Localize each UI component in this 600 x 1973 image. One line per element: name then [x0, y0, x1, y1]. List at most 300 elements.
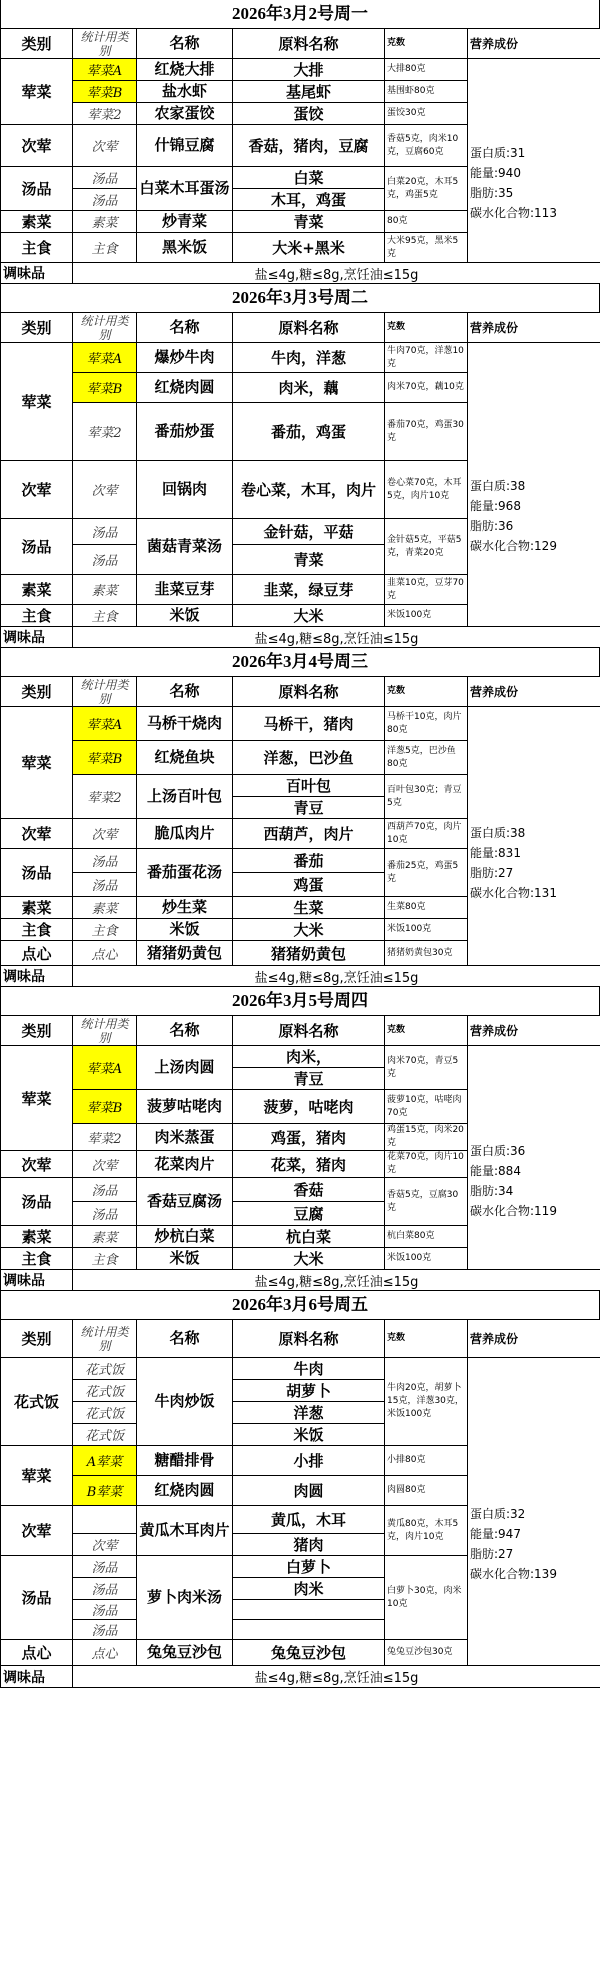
header-col6: 营养成份 — [468, 313, 600, 343]
ingredient-text: 黄瓜，木耳 — [270, 1511, 346, 1529]
stat-category-cell: 汤品 — [73, 189, 137, 211]
category-cell: 点心 — [1, 1640, 73, 1666]
header-col2: 统计用类别 — [73, 29, 137, 59]
ingredient-cell — [233, 819, 385, 849]
grams-cell: 肉圆80克 — [385, 1476, 468, 1506]
menu-table — [0, 1015, 600, 1291]
category-cell: 汤品 — [1, 519, 73, 575]
dish-name-cell: 红烧肉圆 — [137, 1476, 233, 1506]
ingredient-text: 白萝卜 — [285, 1558, 331, 1576]
category-cell: 次荤 — [1, 125, 73, 167]
ingredient-text: 洋葱，巴沙鱼 — [263, 749, 354, 767]
nutrition-line: 脂肪:27 — [470, 1547, 514, 1561]
ingredient-cell — [233, 519, 385, 545]
ingredient-text: 大米+黑米 — [272, 239, 345, 257]
ingredient-text: 生菜 — [293, 899, 324, 917]
grams-cell: 韭菜10克，豆芽70克 — [385, 575, 468, 605]
nutrition-line: 脂肪:35 — [470, 185, 514, 200]
dish-name-cell: 花菜肉片 — [137, 1151, 233, 1178]
grams-cell: 鸡蛋15克，肉米20克 — [385, 1124, 468, 1151]
category-cell: 主食 — [1, 605, 73, 627]
grams-cell: 米饭100克 — [385, 605, 468, 627]
menu-table — [0, 676, 600, 987]
header-col6: 营养成份 — [468, 1320, 600, 1358]
ingredient-cell — [233, 1124, 385, 1151]
header-col2: 统计用类别 — [73, 313, 137, 343]
grams-cell: 大米95克，黑米5克 — [385, 233, 468, 263]
grams-cell: 小排80克 — [385, 1446, 468, 1476]
seasoning-label: 调味品 — [1, 627, 73, 648]
header-row — [1, 1320, 600, 1358]
nutrition-spacer — [470, 1094, 598, 1141]
stat-category-cell: 荤菜B — [73, 81, 137, 103]
stat-category-cell: 汤品 — [73, 167, 137, 189]
seasoning-label: 调味品 — [1, 1666, 73, 1688]
ingredient-cell — [233, 1248, 385, 1270]
stat-category-cell: 主食 — [73, 233, 137, 263]
nutrition-line: 蛋白质:38 — [470, 478, 526, 493]
table-row — [1, 1046, 600, 1090]
header-col5: 克数 — [385, 1320, 468, 1358]
ingredient-cell — [233, 1534, 385, 1556]
ingredient-text: 米饭 — [293, 1426, 324, 1444]
grams-cell: 大排80克 — [385, 59, 468, 81]
dish-name-cell: 什锦豆腐 — [137, 125, 233, 167]
dish-name-cell: 肉米蒸蛋 — [137, 1124, 233, 1151]
nutrition-cell — [468, 1046, 600, 1270]
header-col2: 统计用类别 — [73, 677, 137, 707]
seasoning-text: 盐≤4g,糖≤8g,烹饪油≤15g — [73, 1270, 600, 1291]
grams-cell: 洋葱5克，巴沙鱼80克 — [385, 741, 468, 775]
ingredient-text: 大排 — [293, 61, 324, 79]
ingredient-cell — [233, 1402, 385, 1424]
stat-category-cell: 汤品 — [73, 1600, 137, 1620]
dish-name-cell: 炒青菜 — [137, 211, 233, 233]
seasoning-row — [1, 966, 600, 987]
category-cell: 次荤 — [1, 1506, 73, 1556]
ingredient-text: 马桥干，猪肉 — [263, 715, 354, 733]
category-cell: 素菜 — [1, 897, 73, 919]
ingredient-text: 大米 — [293, 1250, 324, 1268]
day-section — [0, 0, 600, 284]
ingredient-text: 小排 — [293, 1452, 324, 1470]
header-col6: 营养成份 — [468, 1016, 600, 1046]
stat-category-cell: 素菜 — [73, 575, 137, 605]
header-col4: 原料名称 — [233, 677, 385, 707]
ingredient-text: 青菜 — [293, 213, 324, 231]
header-col2: 统计用类别 — [73, 1016, 137, 1046]
stat-category-cell: 荤菜B — [73, 373, 137, 403]
dish-name-cell: 番茄炒蛋 — [137, 403, 233, 461]
dish-name-cell: 红烧肉圆 — [137, 373, 233, 403]
ingredient-text: 花菜，猪肉 — [270, 1155, 346, 1174]
dish-name-cell: 马桥干烧肉 — [137, 707, 233, 741]
stat-category-cell: 花式饭 — [73, 1358, 137, 1380]
header-col3: 名称 — [137, 677, 233, 707]
ingredient-text: 牛肉 — [293, 1360, 324, 1378]
nutrition-spacer — [470, 99, 598, 143]
day-section — [0, 1291, 600, 1688]
category-cell: 主食 — [1, 1248, 73, 1270]
dish-name-cell: 红烧鱼块 — [137, 741, 233, 775]
stat-category-cell: 荤菜A — [73, 1046, 137, 1090]
header-col3: 名称 — [137, 1016, 233, 1046]
stat-category-cell: B荤菜 — [73, 1476, 137, 1506]
ingredient-cell — [233, 373, 385, 403]
table-row — [1, 59, 600, 81]
dish-name-cell: 米饭 — [137, 1248, 233, 1270]
ingredient-cell — [233, 741, 385, 775]
seasoning-text: 盐≤4g,糖≤8g,烹饪油≤15g — [73, 966, 600, 987]
stat-category-cell: 素菜 — [73, 897, 137, 919]
grams-cell: 猪猪奶黄包30克 — [385, 941, 468, 966]
category-cell: 次荤 — [1, 819, 73, 849]
ingredient-cell — [233, 125, 385, 167]
grams-cell: 菠萝10克，咕咾肉70克 — [385, 1090, 468, 1124]
day-title: 2026年3月6号周五 — [0, 1291, 600, 1319]
ingredient-cell — [233, 189, 385, 211]
stat-category-cell: 荤菜A — [73, 59, 137, 81]
nutrition-line: 能量:947 — [470, 1527, 521, 1541]
nutrition-spacer — [470, 1439, 598, 1504]
day-title: 2026年3月5号周四 — [0, 987, 600, 1015]
header-row — [1, 313, 600, 343]
stat-category-cell: 荤菜2 — [73, 775, 137, 819]
ingredient-text: 鸡蛋，猪肉 — [270, 1128, 346, 1147]
ingredient-text: 金针菇，平菇 — [263, 523, 354, 541]
dish-name-cell: 糖醋排骨 — [137, 1446, 233, 1476]
header-col1: 类别 — [1, 677, 73, 707]
table-row — [1, 343, 600, 373]
ingredient-cell — [233, 941, 385, 966]
category-cell: 汤品 — [1, 167, 73, 211]
ingredient-cell — [233, 461, 385, 519]
category-cell: 素菜 — [1, 1226, 73, 1248]
dish-name-cell: 韭菜豆芽 — [137, 575, 233, 605]
dish-name-cell: 上汤肉圆 — [137, 1046, 233, 1090]
seasoning-text: 盐≤4g,糖≤8g,烹饪油≤15g — [73, 627, 600, 648]
grams-cell: 百叶包30克；青豆5克 — [385, 775, 468, 819]
grams-cell: 白菜20克，木耳5克，鸡蛋5克 — [385, 167, 468, 211]
ingredient-text: 猪肉 — [293, 1536, 324, 1554]
stat-category-cell: 次荤 — [73, 819, 137, 849]
grams-cell: 番茄25克，鸡蛋5克 — [385, 849, 468, 897]
ingredient-cell — [233, 167, 385, 189]
ingredient-text: 卷心菜，木耳，肉片 — [240, 481, 376, 499]
header-col3: 名称 — [137, 29, 233, 59]
ingredient-text: 西葫芦，肉片 — [263, 825, 354, 843]
header-col1: 类别 — [1, 1320, 73, 1358]
header-col5: 克数 — [385, 313, 468, 343]
header-col3: 名称 — [137, 1320, 233, 1358]
category-cell: 素菜 — [1, 575, 73, 605]
ingredient-cell — [233, 211, 385, 233]
dish-name-cell: 菌菇青菜汤 — [137, 519, 233, 575]
ingredient-cell — [233, 233, 385, 263]
stat-category-cell: 素菜 — [73, 211, 137, 233]
header-row — [1, 29, 600, 59]
category-cell: 汤品 — [1, 1556, 73, 1640]
dish-name-cell: 回锅肉 — [137, 461, 233, 519]
header-col5: 克数 — [385, 677, 468, 707]
ingredient-cell — [233, 775, 385, 819]
stat-category-cell: 汤品 — [73, 1178, 137, 1202]
grams-cell: 米饭100克 — [385, 1248, 468, 1270]
grams-cell: 牛肉70克，洋葱10克 — [385, 343, 468, 373]
day-title: 2026年3月2号周一 — [0, 0, 600, 28]
stat-category-cell: 汤品 — [73, 1620, 137, 1640]
ingredient-cell — [233, 403, 385, 461]
dish-name-cell: 红烧大排 — [137, 59, 233, 81]
day-title: 2026年3月3号周二 — [0, 284, 600, 312]
grams-cell: 兔兔豆沙包30克 — [385, 1640, 468, 1666]
ingredient-text: 肉米， — [285, 1048, 331, 1066]
menu-table — [0, 312, 600, 648]
stat-category-cell: 次荤 — [73, 1151, 137, 1178]
ingredient-text: 肉圆 — [293, 1482, 324, 1500]
grams-cell: 蛋饺30克 — [385, 103, 468, 125]
ingredient-text: 基尾虾 — [285, 83, 331, 101]
stat-category-cell: 点心 — [73, 941, 137, 966]
ingredient-text: 番茄 — [293, 852, 324, 870]
nutrition-line: 脂肪:34 — [470, 1184, 514, 1198]
nutrition-line: 碳水化合物:119 — [470, 1204, 557, 1218]
ingredient-text: 鸡蛋 — [293, 876, 324, 894]
ingredient-cell — [233, 1640, 385, 1666]
grams-cell: 黄瓜80克，木耳5克，肉片10克 — [385, 1506, 468, 1556]
ingredient-text: 肉米 — [293, 1580, 324, 1598]
stat-category-cell: 素菜 — [73, 1226, 137, 1248]
menu-table — [0, 28, 600, 284]
ingredient-text: 豆腐 — [293, 1205, 324, 1223]
category-cell: 主食 — [1, 233, 73, 263]
header-col5: 克数 — [385, 29, 468, 59]
nutrition-line: 碳水化合物:129 — [470, 538, 557, 553]
header-col2: 统计用类别 — [73, 1320, 137, 1358]
nutrition-spacer — [470, 770, 598, 823]
stat-category-cell: 荤菜2 — [73, 403, 137, 461]
stat-category-cell: 次荤 — [73, 1534, 137, 1556]
ingredient-text: 番茄，鸡蛋 — [270, 423, 346, 441]
seasoning-label: 调味品 — [1, 263, 73, 284]
ingredient-text: 大米 — [293, 607, 324, 625]
ingredient-text: 牛肉，洋葱 — [270, 349, 346, 367]
seasoning-row — [1, 1666, 600, 1688]
seasoning-label: 调味品 — [1, 966, 73, 987]
seasoning-row — [1, 1270, 600, 1291]
stat-category-cell: 次荤 — [73, 125, 137, 167]
category-cell: 主食 — [1, 919, 73, 941]
ingredient-text: 杭白菜 — [285, 1228, 331, 1246]
stat-category-cell: 汤品 — [73, 1202, 137, 1226]
dish-name-cell: 香菇豆腐汤 — [137, 1178, 233, 1226]
grams-cell: 生菜80克 — [385, 897, 468, 919]
grams-cell: 米饭100克 — [385, 919, 468, 941]
grams-cell: 香菇5克，肉米10克，豆腐60克 — [385, 125, 468, 167]
category-cell: 次荤 — [1, 1151, 73, 1178]
ingredient-cell — [233, 1556, 385, 1578]
category-cell: 荤菜 — [1, 59, 73, 125]
dish-name-cell: 农家蛋饺 — [137, 103, 233, 125]
stat-category-cell: 花式饭 — [73, 1424, 137, 1446]
dish-name-cell: 猪猪奶黄包 — [137, 941, 233, 966]
nutrition-line: 碳水化合物:131 — [470, 885, 557, 900]
stat-category-cell: 主食 — [73, 605, 137, 627]
stat-category-cell: 汤品 — [73, 1556, 137, 1578]
grams-cell: 牛肉20克，胡萝卜15克，洋葱30克，米饭100克 — [385, 1358, 468, 1446]
header-col1: 类别 — [1, 1016, 73, 1046]
grams-cell: 基围虾80克 — [385, 81, 468, 103]
ingredient-text: 韭菜，绿豆芽 — [263, 581, 354, 599]
header-col3: 名称 — [137, 313, 233, 343]
stat-category-cell: 汤品 — [73, 1578, 137, 1600]
ingredient-text: 百叶包 — [285, 777, 331, 795]
dish-name-cell: 米饭 — [137, 919, 233, 941]
dish-name-cell: 黄瓜木耳肉片 — [137, 1506, 233, 1556]
nutrition-line: 能量:884 — [470, 1164, 521, 1178]
stat-category-cell: 花式饭 — [73, 1380, 137, 1402]
nutrition-cell — [468, 707, 600, 966]
category-cell: 荤菜 — [1, 1446, 73, 1506]
nutrition-line: 蛋白质:36 — [470, 1144, 526, 1158]
category-cell: 荤菜 — [1, 343, 73, 461]
header-row — [1, 1016, 600, 1046]
dish-name-cell: 萝卜肉米汤 — [137, 1556, 233, 1640]
header-col6: 营养成份 — [468, 29, 600, 59]
ingredient-text: 胡萝卜 — [285, 1382, 331, 1400]
day-section — [0, 648, 600, 987]
ingredient-cell — [233, 1600, 385, 1620]
table-row — [1, 707, 600, 741]
header-col4: 原料名称 — [233, 313, 385, 343]
day-section — [0, 284, 600, 648]
header-col4: 原料名称 — [233, 1320, 385, 1358]
dish-name-cell: 菠萝咕咾肉 — [137, 1090, 233, 1124]
category-cell: 点心 — [1, 941, 73, 966]
stat-category-cell: 次荤 — [73, 461, 137, 519]
header-col4: 原料名称 — [233, 29, 385, 59]
ingredient-cell — [233, 1380, 385, 1402]
ingredient-cell — [233, 59, 385, 81]
ingredient-text: 香菇，猪肉，豆腐 — [248, 137, 369, 155]
ingredient-cell — [233, 1446, 385, 1476]
nutrition-line: 碳水化合物:113 — [470, 205, 557, 220]
dish-name-cell: 白菜木耳蛋汤 — [137, 167, 233, 211]
nutrition-line: 蛋白质:31 — [470, 145, 526, 160]
category-cell: 荤菜 — [1, 1046, 73, 1151]
ingredient-text: 青豆 — [233, 796, 384, 818]
dish-name-cell: 炒生菜 — [137, 897, 233, 919]
nutrition-line: 脂肪:36 — [470, 518, 514, 533]
ingredient-text: 青菜 — [293, 551, 324, 569]
ingredient-cell — [233, 1178, 385, 1202]
grams-cell: 番茄70克，鸡蛋30克 — [385, 403, 468, 461]
ingredient-text: 蛋饺 — [293, 105, 324, 123]
dish-name-cell: 米饭 — [137, 605, 233, 627]
day-section — [0, 987, 600, 1291]
stat-category-cell: 汤品 — [73, 545, 137, 575]
grams-cell: 白萝卜30克，肉米10克 — [385, 1556, 468, 1640]
stat-category-cell: 荤菜2 — [73, 1124, 137, 1151]
dish-name-cell: 脆瓜肉片 — [137, 819, 233, 849]
grams-cell: 香菇5克，豆腐30克 — [385, 1178, 468, 1226]
grams-cell: 西葫芦70克，肉片10克 — [385, 819, 468, 849]
ingredient-cell — [233, 1506, 385, 1534]
category-cell: 花式饭 — [1, 1358, 73, 1446]
grams-cell: 卷心菜70克，木耳5克，肉片10克 — [385, 461, 468, 519]
stat-category-cell — [73, 1506, 137, 1534]
ingredient-text: 肉米，藕 — [278, 379, 339, 397]
stat-category-cell: 荤菜A — [73, 343, 137, 373]
seasoning-row — [1, 263, 600, 284]
stat-category-cell: 汤品 — [73, 849, 137, 873]
header-col6: 营养成份 — [468, 677, 600, 707]
stat-category-cell: 点心 — [73, 1640, 137, 1666]
ingredient-cell — [233, 1226, 385, 1248]
stat-category-cell: 荤菜B — [73, 741, 137, 775]
header-col1: 类别 — [1, 29, 73, 59]
nutrition-line: 能量:940 — [470, 165, 521, 180]
ingredient-cell — [233, 81, 385, 103]
ingredient-cell — [233, 1620, 385, 1640]
ingredient-text: 大米 — [293, 921, 324, 939]
nutrition-cell — [468, 343, 600, 627]
seasoning-text: 盐≤4g,糖≤8g,烹饪油≤15g — [73, 263, 600, 284]
grams-cell: 杭白菜80克 — [385, 1226, 468, 1248]
grams-cell: 肉米70克，藕10克 — [385, 373, 468, 403]
ingredient-text: 兔兔豆沙包 — [270, 1644, 346, 1662]
stat-category-cell: A荤菜 — [73, 1446, 137, 1476]
stat-category-cell: 荤菜A — [73, 707, 137, 741]
ingredient-cell — [233, 1358, 385, 1380]
ingredient-cell — [233, 575, 385, 605]
ingredient-text: 青豆 — [233, 1067, 384, 1089]
category-cell: 汤品 — [1, 1178, 73, 1226]
ingredient-cell — [233, 1046, 385, 1090]
stat-category-cell: 荤菜2 — [73, 103, 137, 125]
ingredient-text: 洋葱 — [293, 1404, 324, 1422]
stat-category-cell: 汤品 — [73, 873, 137, 897]
dish-name-cell: 盐水虾 — [137, 81, 233, 103]
ingredient-cell — [233, 103, 385, 125]
ingredient-cell — [233, 849, 385, 873]
ingredient-cell — [233, 605, 385, 627]
nutrition-line: 蛋白质:32 — [470, 1507, 526, 1521]
dish-name-cell: 爆炒牛肉 — [137, 343, 233, 373]
dish-name-cell: 上汤百叶包 — [137, 775, 233, 819]
nutrition-line: 能量:968 — [470, 498, 521, 513]
stat-category-cell: 主食 — [73, 919, 137, 941]
ingredient-cell — [233, 873, 385, 897]
ingredient-text: 菠萝，咕咾肉 — [263, 1098, 354, 1116]
nutrition-line: 蛋白质:38 — [470, 825, 526, 840]
nutrition-line: 脂肪:27 — [470, 865, 514, 880]
ingredient-cell — [233, 919, 385, 941]
grams-cell: 肉米70克，青豆5克 — [385, 1046, 468, 1090]
day-title: 2026年3月4号周三 — [0, 648, 600, 676]
table-row — [1, 1358, 600, 1380]
nutrition-line: 碳水化合物:139 — [470, 1567, 557, 1581]
ingredient-cell — [233, 1578, 385, 1600]
header-col1: 类别 — [1, 313, 73, 343]
category-cell: 次荤 — [1, 461, 73, 519]
ingredient-cell — [233, 1424, 385, 1446]
dish-name-cell: 牛肉炒饭 — [137, 1358, 233, 1446]
grams-cell: 80克 — [385, 211, 468, 233]
stat-category-cell: 汤品 — [73, 519, 137, 545]
nutrition-spacer — [470, 414, 598, 476]
grams-cell: 马桥干10克，肉片80克 — [385, 707, 468, 741]
